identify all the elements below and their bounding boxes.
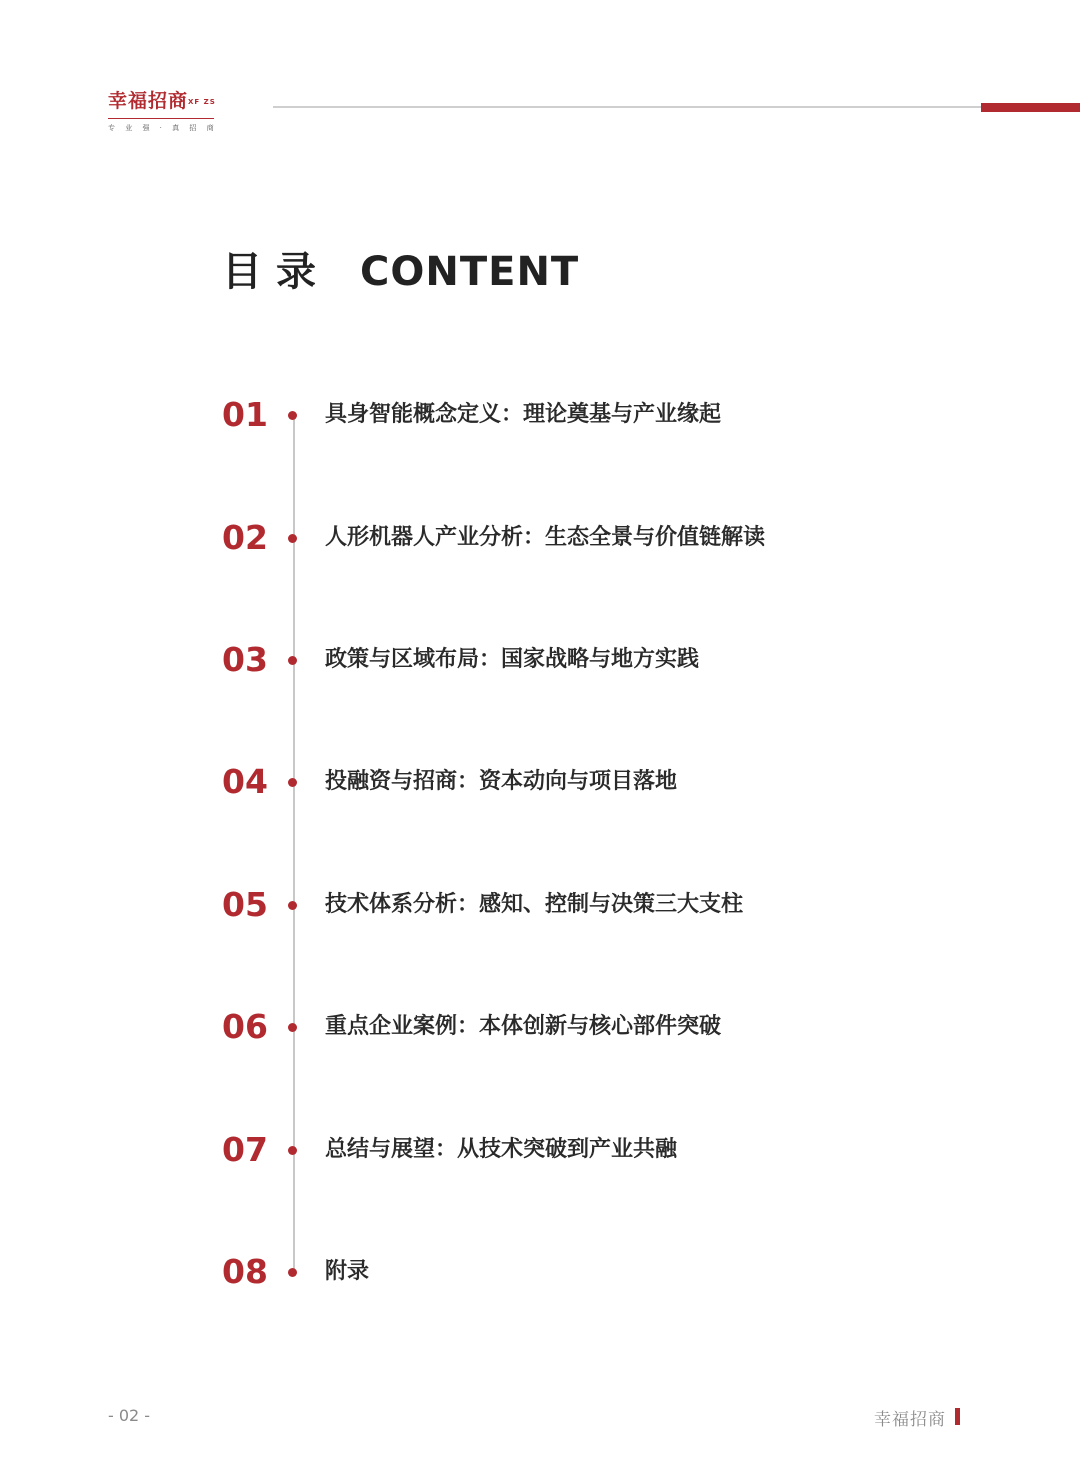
brand-name: 幸福招商 xyxy=(108,90,189,112)
toc-item[interactable] xyxy=(222,1005,922,1049)
toc-dot xyxy=(288,1146,297,1155)
toc-dot xyxy=(288,901,297,910)
toc-label: 政策与区域布局：国家战略与地方实践 xyxy=(325,647,700,672)
header-rule xyxy=(273,106,981,108)
toc-label: 具身智能概念定义：理论奠基与产业缘起 xyxy=(325,402,722,427)
toc-dot xyxy=(288,411,297,420)
toc-dot xyxy=(288,1023,297,1032)
toc-number: 08 xyxy=(222,1252,268,1291)
toc-item[interactable] xyxy=(222,638,922,682)
toc-item[interactable] xyxy=(222,1250,922,1294)
toc-item[interactable] xyxy=(222,516,922,560)
toc-number: 05 xyxy=(222,885,268,924)
toc-dot xyxy=(288,534,297,543)
header-accent-bar xyxy=(981,103,1080,112)
toc-item[interactable] xyxy=(222,1128,922,1172)
toc-label: 投融资与招商：资本动向与项目落地 xyxy=(325,769,678,794)
toc-dot xyxy=(288,656,297,665)
toc-label: 人形机器人产业分析：生态全景与价值链解读 xyxy=(325,525,766,550)
toc-number: 03 xyxy=(222,640,268,679)
page-number: - 02 - xyxy=(108,1406,151,1425)
toc-dot xyxy=(288,1268,297,1277)
title-cn: 目录 xyxy=(222,249,330,295)
page-title xyxy=(222,240,579,297)
brand-logo-text xyxy=(108,86,214,113)
brand-tagline: 专 业 强 · 真 招 商 xyxy=(108,124,218,132)
toc-item[interactable] xyxy=(222,760,922,804)
toc-number: 06 xyxy=(222,1007,268,1046)
footer-accent-bar xyxy=(955,1408,960,1425)
toc-label: 技术体系分析：感知、控制与决策三大支柱 xyxy=(325,892,744,917)
toc-number: 02 xyxy=(222,518,268,557)
toc-label: 附录 xyxy=(325,1259,370,1284)
toc-number: 04 xyxy=(222,762,268,801)
brand-logo xyxy=(108,86,218,133)
logo-divider xyxy=(108,118,214,119)
title-en: CONTENT xyxy=(360,249,580,295)
footer-brand: 幸福招商 xyxy=(874,1410,946,1430)
toc-number: 01 xyxy=(222,395,268,434)
brand-mark: XF ZS xyxy=(188,98,216,106)
toc-item[interactable] xyxy=(222,883,922,927)
toc-number: 07 xyxy=(222,1130,268,1169)
toc-item[interactable] xyxy=(222,393,922,437)
toc-label: 重点企业案例：本体创新与核心部件突破 xyxy=(325,1014,722,1039)
toc-dot xyxy=(288,778,297,787)
toc-label: 总结与展望：从技术突破到产业共融 xyxy=(325,1137,678,1162)
